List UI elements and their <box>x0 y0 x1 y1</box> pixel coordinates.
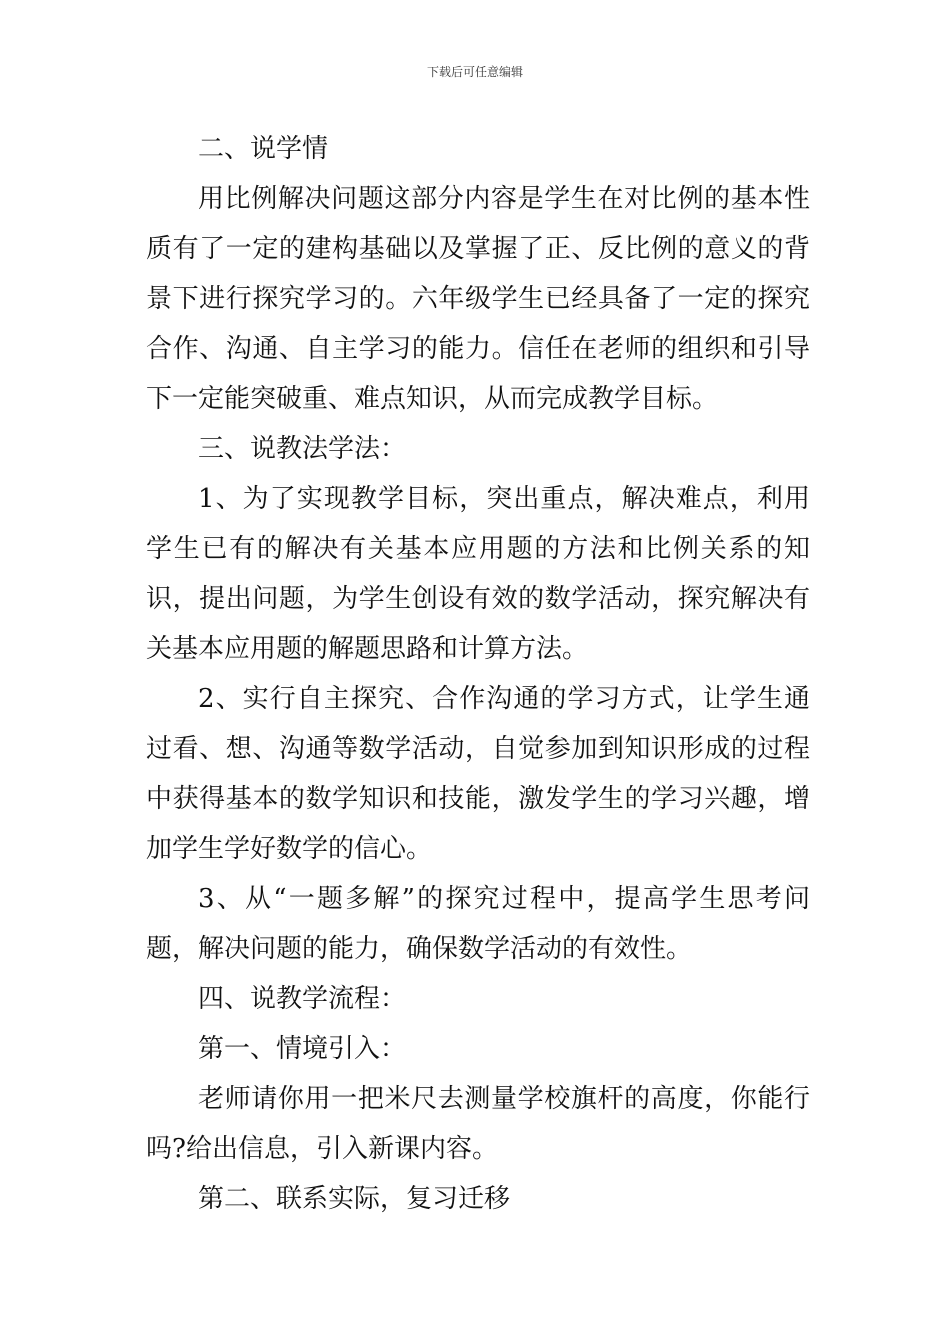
document-body <box>146 124 810 1224</box>
paragraph-student-analysis: 用比例解决问题这部分内容是学生在对比例的基本性质有了一定的建构基础以及掌握了正、反比例的意义的背景下进行探究学习的。六年级学生已经具备了一定的探究合作、沟通、自主学习的能力。信任在老师的组织和引导下一定能突破重、难点知识，从而完成教学目标。 <box>146 184 810 414</box>
paragraph-method-3: 3、从“一题多解”的探究过程中，提高学生思考问题，解决问题的能力，确保数学活动的有效性。 <box>146 884 810 964</box>
subheading-review-transfer: 第二、联系实际，复习迁移 <box>198 1184 511 1214</box>
paragraph-method-2: 2、实行自主探究、合作沟通的学习方式，让学生通过看、想、沟通等数学活动，自觉参加到知识形成的过程中获得基本的数学知识和技能，激发学生的学习兴趣，增加学生学好数学的信心。 <box>146 684 810 864</box>
subheading-situation-intro: 第一、情境引入： <box>198 1034 407 1064</box>
paragraph-situation-intro: 老师请你用一把米尺去测量学校旗杆的高度，你能行吗?给出信息，引入新课内容。 <box>146 1084 810 1164</box>
section-heading-teaching-process: 四、说教学流程： <box>198 984 407 1014</box>
page-header-note: 下载后可任意编辑 <box>426 65 523 79</box>
section-heading-student-analysis: 二、说学情 <box>198 134 329 164</box>
section-heading-teaching-methods: 三、说教法学法： <box>198 434 407 464</box>
paragraph-method-1: 1、为了实现教学目标，突出重点，解决难点，利用学生已有的解决有关基本应用题的方法和比例关系的知识，提出问题，为学生创设有效的数学活动，探究解决有关基本应用题的解题思路和计算方法。 <box>146 484 810 664</box>
